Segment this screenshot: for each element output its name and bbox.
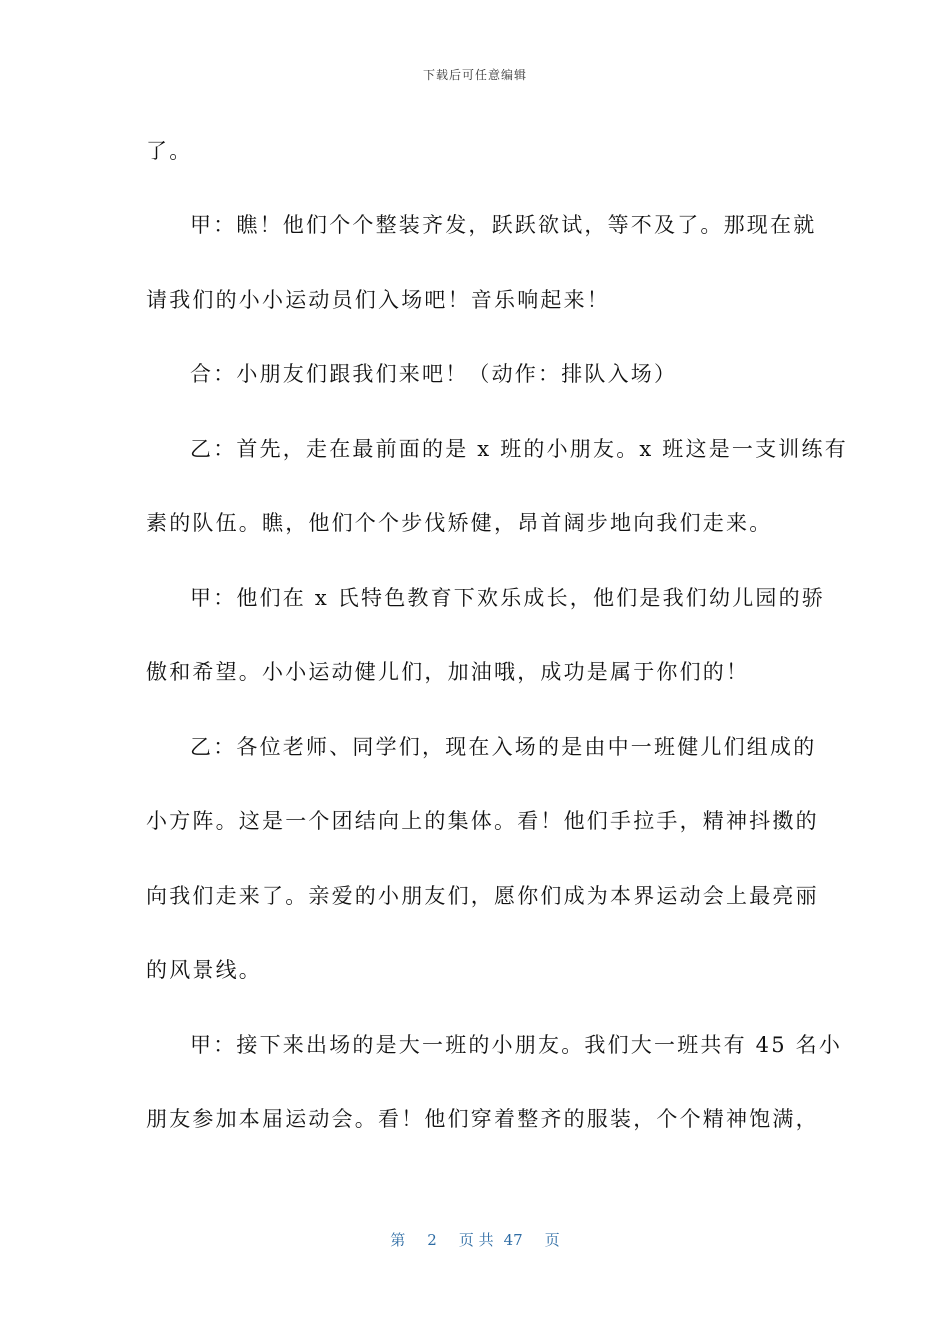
page-label-prefix: 第 [390,1231,406,1249]
text-line: 乙：各位老师、同学们，现在入场的是由中一班健儿们组成的 [190,735,817,759]
text-line: 甲：瞧！他们个个整装齐发，跃跃欲试，等不及了。那现在就 [190,213,817,237]
text-line: 朋友参加本届运动会。看！他们穿着整齐的服装，个个精神饱满， [146,1107,819,1131]
page-label-suffix: 页 [544,1231,560,1249]
text-line: 小方阵。这是一个团结向上的集体。看！他们手拉手，精神抖擞的 [146,809,819,833]
current-page-number: 2 [427,1231,437,1249]
text-line: 甲：他们在 x 氏特色教育下欢乐成长，他们是我们幼儿园的骄 [190,586,825,610]
text-line: 乙：首先，走在最前面的是 x 班的小朋友。x 班这是一支训练有 [190,437,848,461]
text-line: 甲：接下来出场的是大一班的小朋友。我们大一班共有 45 名小 [190,1033,843,1057]
text-line: 的风景线。 [146,958,262,982]
total-pages-number: 47 [503,1231,523,1249]
text-line: 素的队伍。瞧，他们个个步伐矫健，昂首阔步地向我们走来。 [146,511,773,535]
text-line: 向我们走来了。亲爱的小朋友们，愿你们成为本界运动会上最亮丽 [146,884,819,908]
page-footer [0,1229,950,1250]
text-line: 请我们的小小运动员们入场吧！音乐响起来！ [146,288,610,312]
text-line: 了。 [146,139,193,163]
text-line: 傲和希望。小小运动健儿们，加油哦，成功是属于你们的！ [146,660,750,684]
text-line: 合：小朋友们跟我们来吧！（动作：排队入场） [190,362,678,386]
page-header: 下载后可任意编辑 [422,68,527,82]
page-label-mid: 页 共 [458,1231,494,1249]
